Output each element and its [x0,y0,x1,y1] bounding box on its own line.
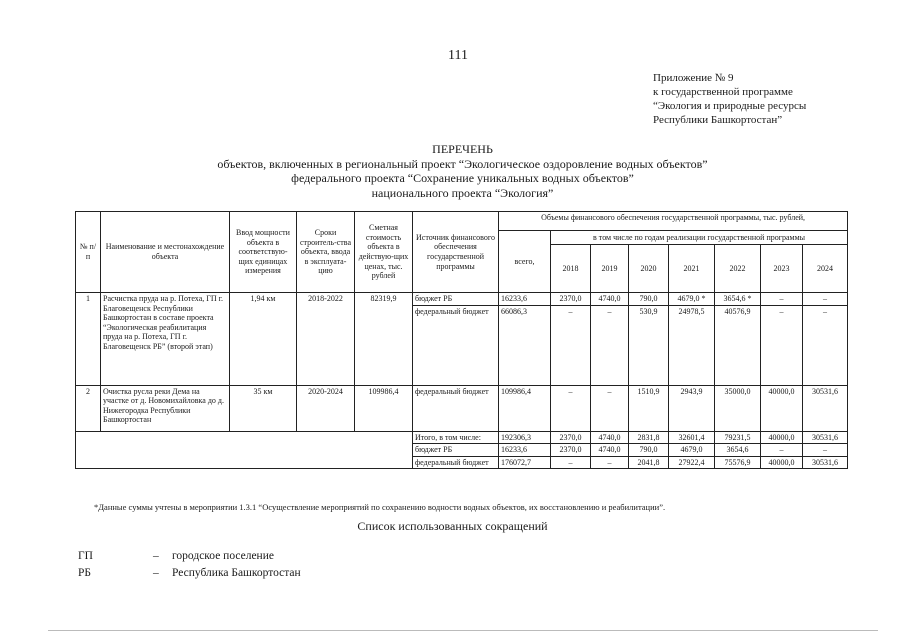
abbreviation-dash: – [153,550,159,562]
abbreviation-value: городское поселение [172,550,274,562]
header-row [76,212,848,231]
title-line: объектов, включенных в региональный проект “Экологическое оздоровление водных объектов” [217,156,708,171]
funding-year-value: 790,0 [629,293,669,306]
summary-year-value: 2370,0 [551,431,591,444]
object-capacity: 1,94 км [230,293,297,386]
header-year: 2022 [715,245,761,293]
abbreviation-value: Республика Башкортостан [172,567,301,579]
summary-source: Итого, в том числе: [413,431,499,444]
summary-year-value: 32601,4 [669,431,715,444]
funding-year-value: 2370,0 [551,293,591,306]
funding-year-value: – [761,305,803,385]
object-num: 1 [76,293,101,386]
table-row [76,293,848,306]
summary-source: федеральный бюджет [413,456,499,469]
header-cost: Сметная стоимость объекта в действую-щих ценах, тыс. рублей [355,212,413,293]
header-by-years: в том числе по годам реализации государственной программы [551,231,848,245]
funding-year-value: 24978,5 [669,305,715,385]
funding-year-value: – [591,305,629,385]
header-source: Источник финансового обеспечения государственной программы [413,212,499,293]
funding-year-value: 4679,0 * [669,293,715,306]
summary-year-value: 30531,6 [803,456,848,469]
header-year: 2023 [761,245,803,293]
appendix-line: к государственной программе [653,86,793,98]
summary-year-value: 40000,0 [761,456,803,469]
header-name: Наименование и местонахождение объекта [101,212,230,293]
funding-source: федеральный бюджет [413,385,499,431]
page-number: 111 [448,48,468,63]
abbreviations-title: Список использованных сокращений [357,519,548,533]
header-terms: Сроки строитель-ства объекта, ввода в эксплуата-цию [297,212,355,293]
funding-year-value: 40000,0 [761,385,803,431]
funding-year-value: 2943,9 [669,385,715,431]
abbreviation-item [0,567,905,583]
appendix-line: Республики Башкортостан” [653,114,783,126]
abbreviation-key: ГП [78,550,93,562]
funding-year-value: – [803,293,848,306]
summary-year-value: – [551,456,591,469]
summary-year-value: 2831,8 [629,431,669,444]
object-terms: 2020-2024 [297,385,355,431]
object-name: Очистка русла реки Дема на участке от д. Новомихайловка до д. Нижегородка Республики Башкортостан [101,385,230,431]
funding-total: 109986,4 [499,385,551,431]
summary-total: 176072,7 [499,456,551,469]
funding-total: 16233,6 [499,293,551,306]
header-year: 2024 [803,245,848,293]
funding-source: бюджет РБ [413,293,499,306]
table-row [76,385,848,431]
abbreviation-key: РБ [78,567,91,579]
appendix-line: “Экология и природные ресурсы [653,100,807,112]
funding-year-value: – [761,293,803,306]
appendix-note [653,71,806,127]
funding-total: 66086,3 [499,305,551,385]
funding-source: федеральный бюджет [413,305,499,385]
summary-year-value: 4740,0 [591,444,629,457]
object-name: Расчистка пруда на р. Потеха, ГП г. Благовещенск Республики Башкортостан в составе проекта “Экологическая реабилитация пруда на р. Потеха, ГП г. Благовещенск РБ” (второй этап) [101,293,230,386]
abbreviation-dash: – [153,567,159,579]
summary-year-value: 4679,0 [669,444,715,457]
funding-year-value: 4740,0 [591,293,629,306]
summary-year-value: 79231,5 [715,431,761,444]
funding-year-value: 40576,9 [715,305,761,385]
page-edge-line [48,630,878,631]
summary-total: 16233,6 [499,444,551,457]
header-year: 2018 [551,245,591,293]
summary-year-value: 3654,6 [715,444,761,457]
summary-year-value: – [591,456,629,469]
funding-year-value: 530,9 [629,305,669,385]
header-year: 2021 [669,245,715,293]
funding-year-value: – [803,305,848,385]
funding-year-value: – [551,385,591,431]
title-line: федерального проекта “Сохранение уникальных водных объектов” [291,171,634,185]
appendix-line: Приложение № 9 [653,72,734,84]
summary-year-value: 790,0 [629,444,669,457]
funding-year-value: 35000,0 [715,385,761,431]
document-title [150,142,775,200]
object-cost: 82319,9 [355,293,413,386]
header-year: 2019 [591,245,629,293]
object-terms: 2018-2022 [297,293,355,386]
summary-total: 192306,3 [499,431,551,444]
header-total: всего, [499,231,551,293]
footnote: *Данные суммы учтены в мероприятии 1.3.1 “Осуществление мероприятий по сохранению водности водных объектов, их восстановлению и реабилитации”. [94,502,666,512]
summary-year-value: 30531,6 [803,431,848,444]
object-cost: 109986,4 [355,385,413,431]
funding-year-value: – [551,305,591,385]
summary-year-value: – [761,444,803,457]
summary-blank [76,431,413,469]
object-capacity: 35 км [230,385,297,431]
summary-year-value: – [803,444,848,457]
header-capacity: Ввод мощности объекта в соответствую-щих единицах измерения [230,212,297,293]
title-line: национального проекта “Экология” [371,185,554,200]
funding-year-value: – [591,385,629,431]
header-financing: Объемы финансового обеспечения государственной программы, тыс. рублей, [499,212,848,231]
object-num: 2 [76,385,101,431]
header-num: № п/п [76,212,101,293]
header-year: 2020 [629,245,669,293]
summary-year-value: 2370,0 [551,444,591,457]
title-line: ПЕРЕЧЕНЬ [432,142,493,156]
objects-table [75,211,848,469]
funding-year-value: 3654,6 * [715,293,761,306]
summary-year-value: 40000,0 [761,431,803,444]
summary-year-value: 2041,8 [629,456,669,469]
summary-row [76,431,848,444]
summary-source: бюджет РБ [413,444,499,457]
summary-year-value: 27922,4 [669,456,715,469]
summary-year-value: 75576,9 [715,456,761,469]
funding-year-value: 1510,9 [629,385,669,431]
summary-year-value: 4740,0 [591,431,629,444]
funding-year-value: 30531,6 [803,385,848,431]
abbreviation-item [0,550,905,566]
